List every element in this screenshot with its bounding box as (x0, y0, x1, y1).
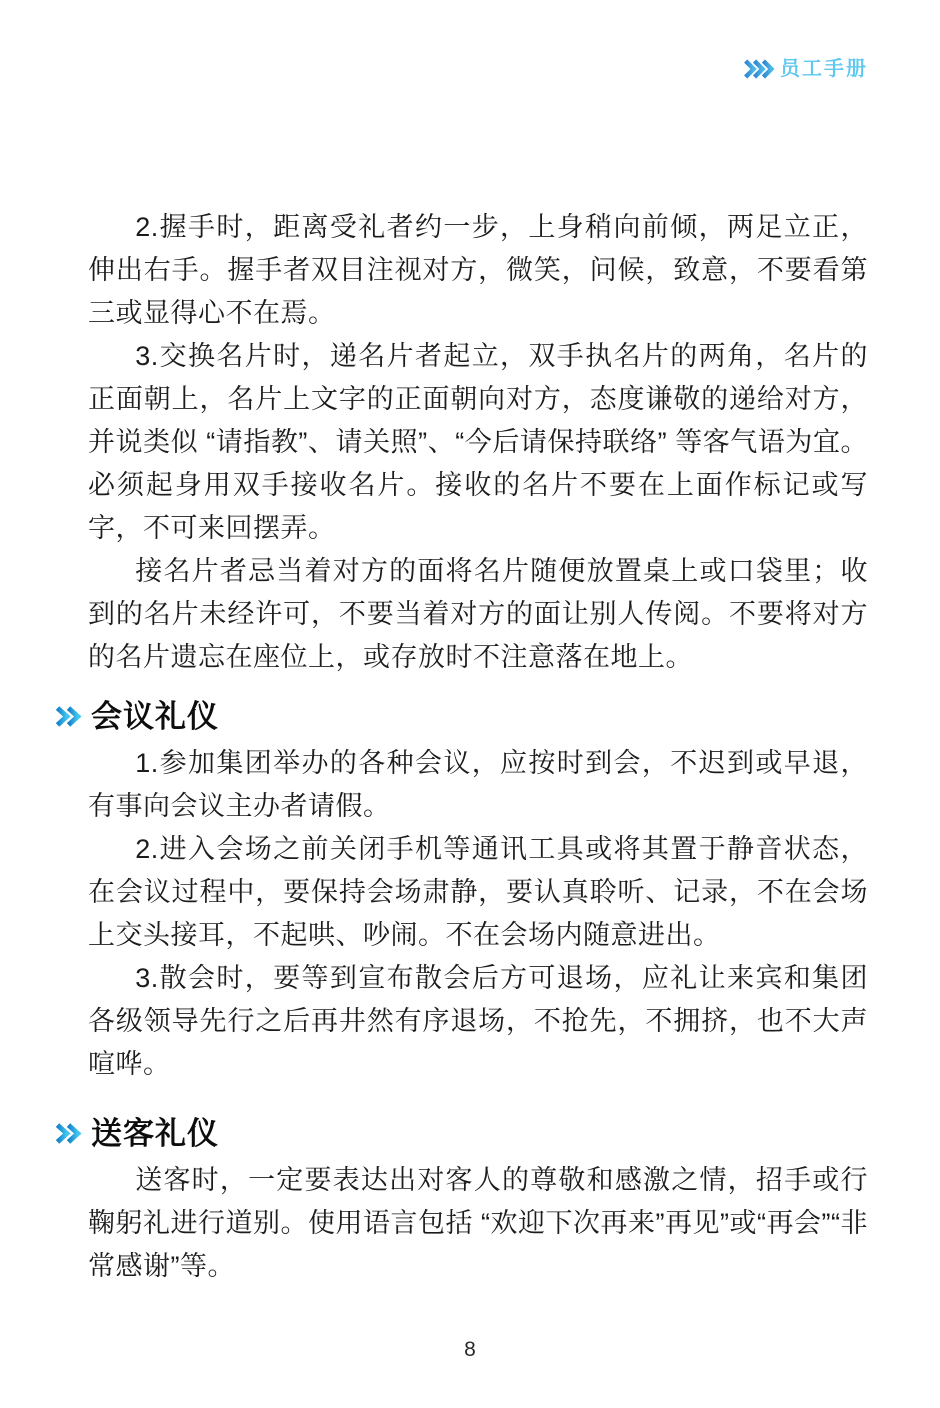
double-chevron-right-icon (55, 704, 82, 729)
section-heading-seeing-off-etiquette (55, 1112, 868, 1155)
running-header (743, 58, 868, 80)
body-paragraph: 接名片者忌当着对方的面将名片随便放置桌上或口袋里；收到的名片未经许可，不要当着对方的面让别人传阅。不要将对方的名片遗忘在座位上，或存放时不注意落在地上。 (88, 556, 868, 672)
double-chevron-right-icon (55, 1121, 82, 1146)
section-heading-meeting-etiquette (55, 695, 868, 738)
body-paragraph: 1.参加集团举办的各种会议，应按时到会，不迟到或早退，有事向会议主办者请假。 (88, 748, 868, 821)
triple-chevron-right-icon (743, 58, 775, 80)
section-title: 会议礼仪 (91, 699, 219, 734)
handbook-title: 员工手册 (780, 58, 868, 80)
body-paragraph: 3.交换名片时，递名片者起立，双手执名片的两角，名片的正面朝上，名片上文字的正面朝向对方，态度谦敬的递给对方，并说类似 “请指教”、请关照”、“今后请保持联络” 等客气语为宜。必须起身用双手接收名片。接收的名片不要在上面作标记或写字，不可来回摆弄。 (88, 341, 868, 543)
body-paragraph: 2.握手时，距离受礼者约一步，上身稍向前倾，两足立正，伸出右手。握手者双目注视对方，微笑，问候，致意，不要看第三或显得心不在焉。 (88, 212, 868, 328)
page-number: 8 (464, 1338, 476, 1361)
body-paragraph: 送客时，一定要表达出对客人的尊敬和感激之情，招手或行鞠躬礼进行道别。使用语言包括 “欢迎下次再来”再见”或“再会”“非常感谢”等。 (88, 1165, 868, 1281)
page-content (88, 206, 868, 1288)
section-title: 送客礼仪 (91, 1116, 219, 1151)
body-paragraph: 3.散会时，要等到宣布散会后方可退场，应礼让来宾和集团各级领导先行之后再井然有序退场，不抢先，不拥挤，也不大声喧哗。 (88, 963, 868, 1079)
body-paragraph: 2.进入会场之前关闭手机等通讯工具或将其置于静音状态，在会议过程中，要保持会场肃静，要认真聆听、记录，不在会场上交头接耳，不起哄、吵闹。不在会场内随意进出。 (88, 834, 868, 950)
